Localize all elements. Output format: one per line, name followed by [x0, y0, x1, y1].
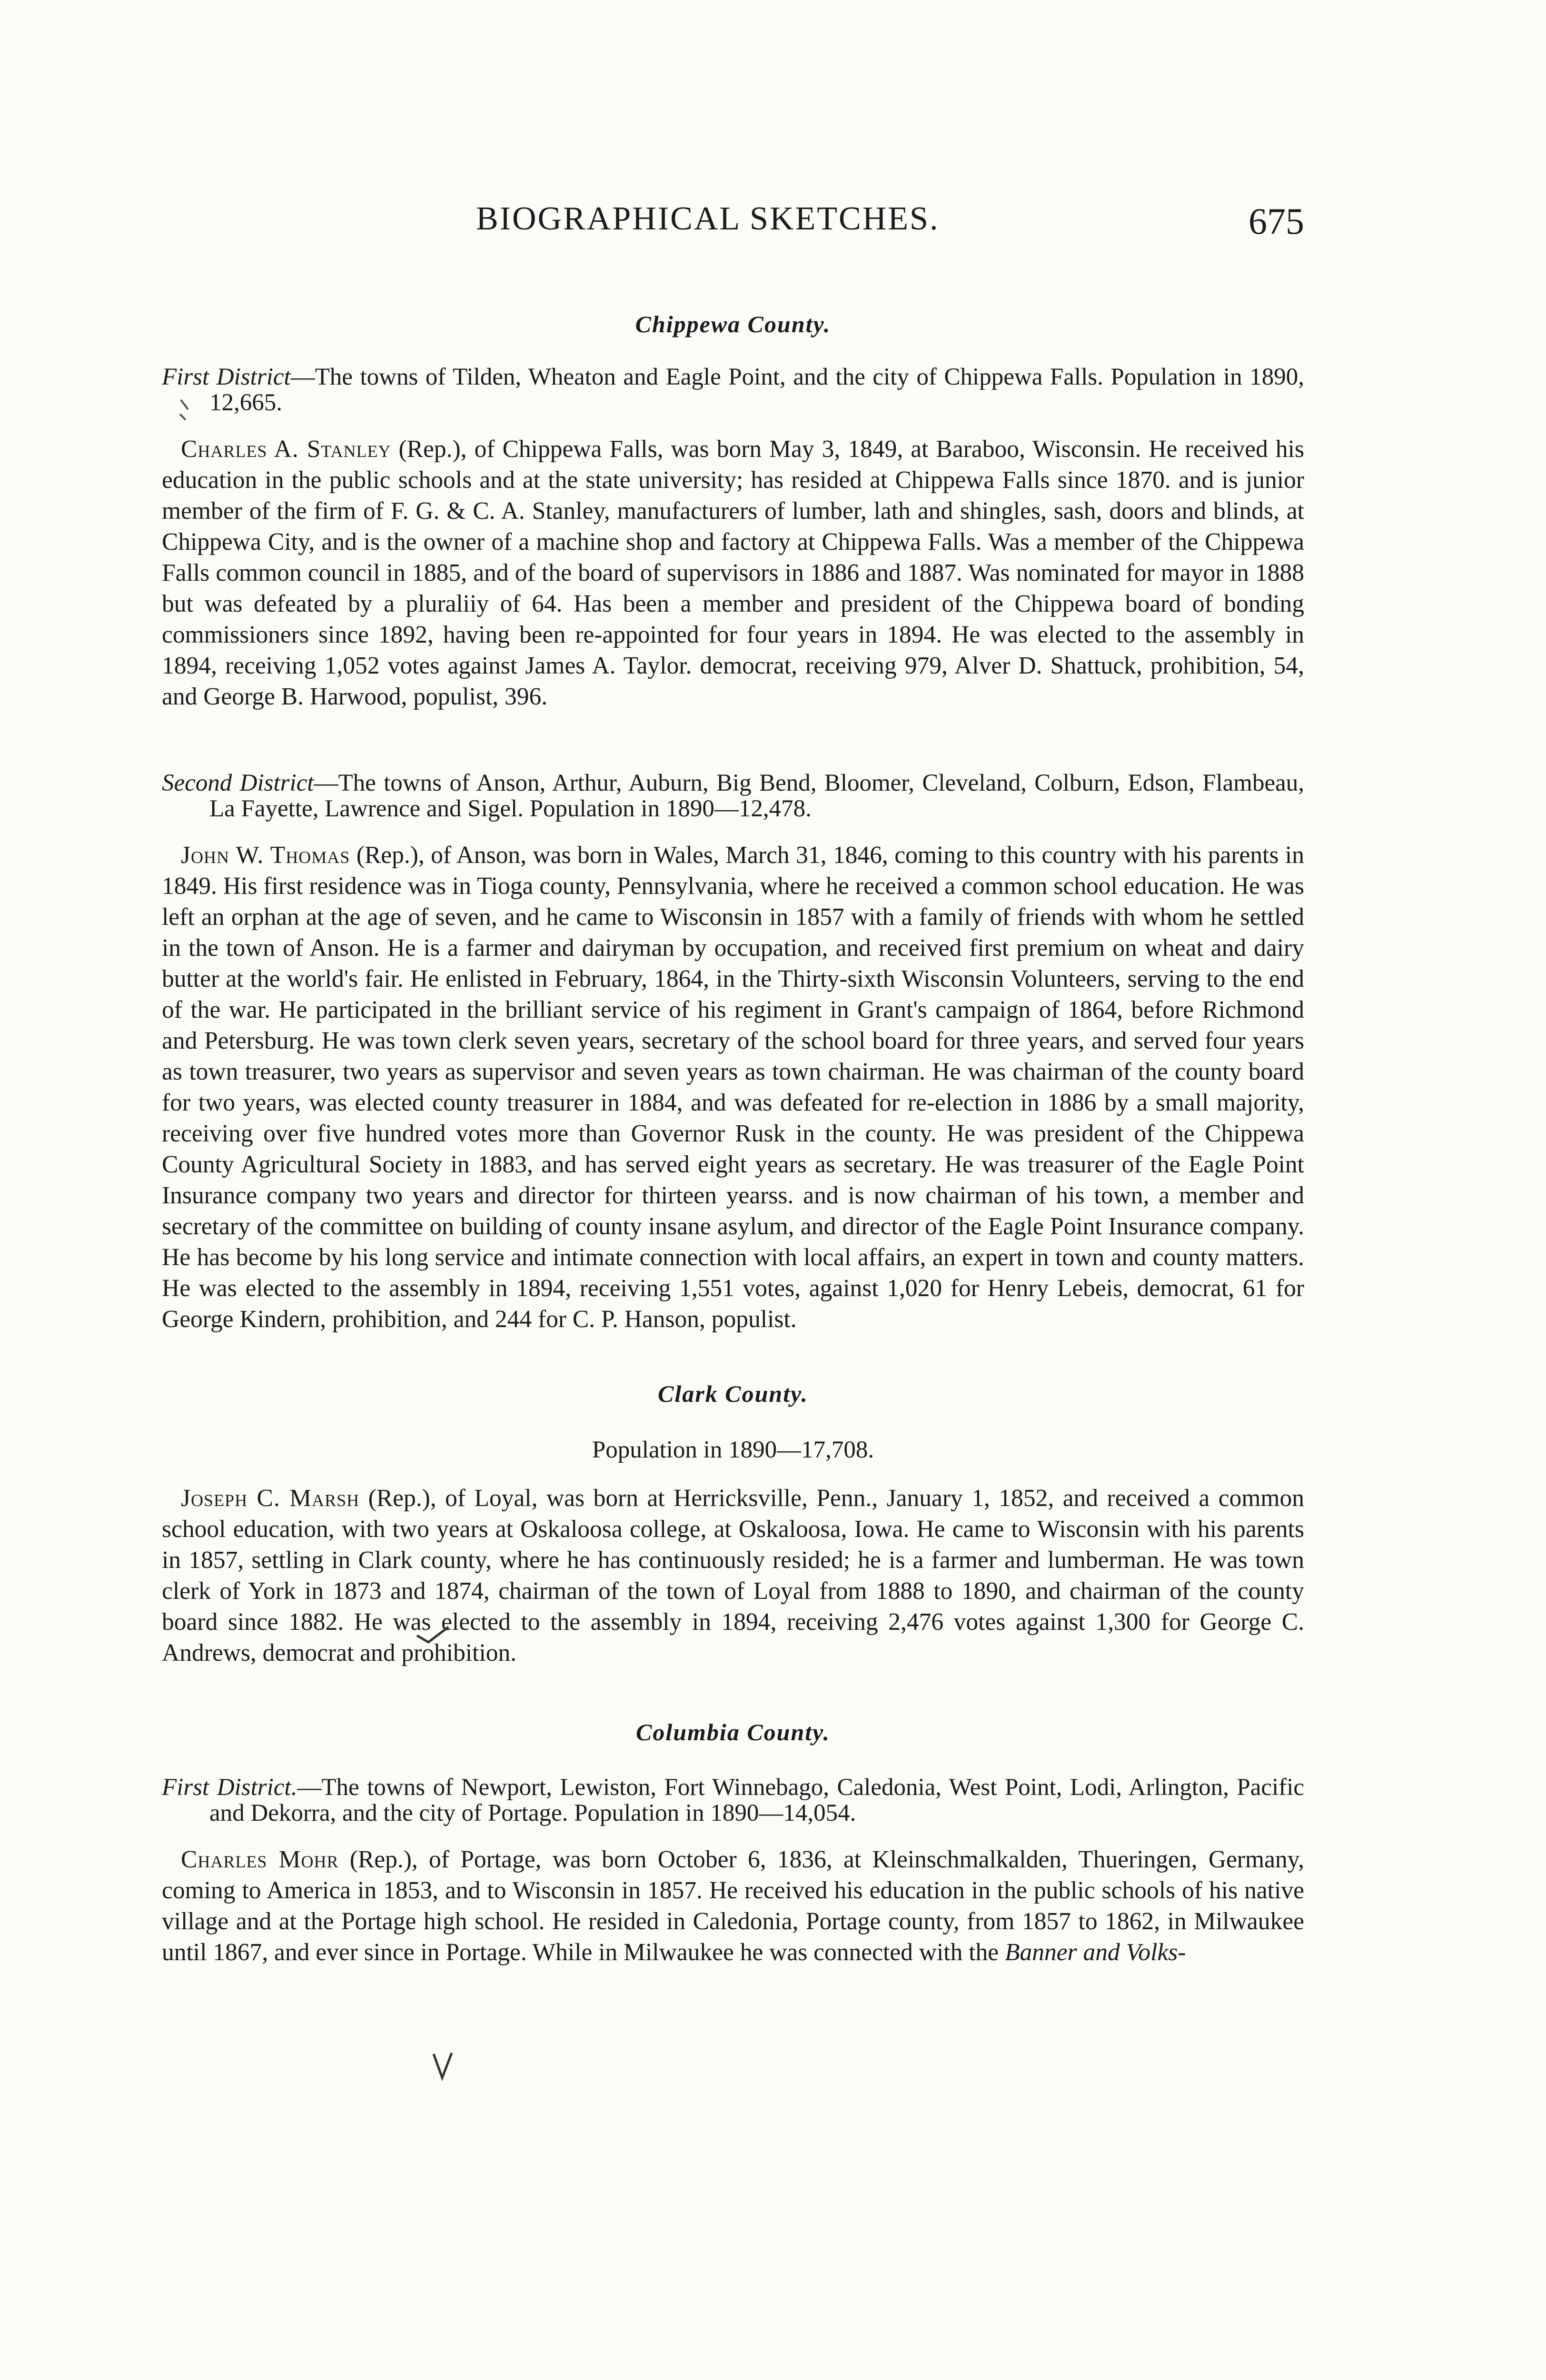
biography-text: (Rep.), of Anson, was born in Wales, March 31, 1846, coming to this country with his parents in 1849. His first residence was in Tioga county, Pennsylvania, where he received a common school education. He was left an orphan at the age of seven, and he came to Wisconsin in 1857 with a family of friends with whom he settled in the town of Anson. He is a farmer and dairyman by occupation, and received first premium on wheat and dairy butter at the world's fair. He enlisted in February, 1864, in the Thirty-sixth Wisconsin Volunteers, serving to the end of the war. He participated in the brilliant service of his regiment in Grant's campaign of 1864, before Richmond and Petersburg. He was town clerk seven years, secretary of the school board for three years, and served four years as town treasurer, two years as supervisor and seven years as town chairman. He was chairman of the county board for two years, was elected county treasurer in 1884, and was defeated for re-election in 1886 by a small majority, receiving over five hundred votes more than Governor Rusk in the county. He was president of the Chippewa County Agricultural Society in 1883, and has served eight years as secretary. He was treasurer of the Eagle Point Insurance company two years and director for thirteen yearss. and is now chairman of his town, a member and secretary of the committee on building of county insane asylum, and director of the Eagle Point Insurance company. He has become by his long service and intimate connection with local affairs, an expert in town and county matters. He was elected to the assembly in 1894, receiving 1,551 votes, against 1,020 for Henry Lebeis, democrat, 61 for George Kindern, prohibition, and 244 for C. P. Hanson, populist.: [162, 842, 1304, 1333]
biography-text: (Rep.), of Loyal, was born at Herricksville, Penn., January 1, 1852, and received a common school education, with two years at Oskaloosa college, at Oskaloosa, Iowa. He came to Wisconsin with his parents in 1857, settling in Clark county, where he has continuously resided; he is a farmer and lumberman. He was town clerk of York in 1873 and 1874, chairman of the town of Loyal from 1888 to 1890, and chairman of the county board since 1882. He was elected to the assembly in 1894, receiving 2,476 votes against 1,300 for George C. Andrews, democrat and prohibition.: [162, 1485, 1304, 1666]
biography-text: (Rep.), of Portage, was born October 6, 1836, at Kleinschmalkalden, Thueringen, Germany, coming to America in 1853, and to Wisconsin in 1857. He received his education in the public schools of his native village and at the Portage high school. He resided in Caledonia, Portage county, from 1857 to 1862, in Milwaukee until 1867, and ever since in Portage. While in Milwaukee he was connected with the: [162, 1846, 1304, 1966]
biography-mohr: [162, 1844, 1304, 1968]
district-label: Second District: [162, 770, 314, 796]
biography-text: (Rep.), of Chippewa Falls, was born May 3, 1849, at Baraboo, Wisconsin. He received his education in the public schools and at the state university; has resided at Chippewa Falls since 1870. and is junior member of the firm of F. G. & C. A. Stanley, manufacturers of lumber, lath and shingles, sash, doors and blinds, at Chippewa City, and is the owner of a machine shop and factory at Chippewa Falls. Was a member of the Chippewa Falls common council in 1885, and of the board of supervisors in 1886 and 1887. Was nominated for mayor in 1888 but was defeated by a pluraliiy of 64. Has been a member and president of the Chippewa board of bonding commissioners since 1892, having been re-appointed for four years in 1894. He was elected to the assembly in 1894, receiving 1,052 votes against James A. Taylor. democrat, receiving 979, Alver D. Shattuck, prohibition, 54, and George B. Harwood, populist, 396.: [162, 436, 1304, 710]
county-heading-chippewa: Chippewa County.: [635, 311, 831, 337]
district-text: —The towns of Anson, Arthur, Auburn, Big Bend, Bloomer, Cleveland, Colburn, Edson, Flambeau, La Fayette, Lawrence and Sigel. Population in 1890—12,478.: [209, 770, 1304, 822]
pencil-check-mark: [414, 1623, 452, 1647]
running-title: BIOGRAPHICAL SKETCHES.: [476, 200, 940, 237]
pencil-check-mark: [431, 2049, 455, 2082]
district-description: [162, 1775, 1304, 1826]
county-heading-columbia: Columbia County.: [635, 1719, 831, 1745]
running-header: [162, 200, 1304, 252]
page-body: [162, 200, 1304, 1968]
biography-marsh: [162, 1483, 1304, 1668]
newspaper-title: Banner and Volks-: [1005, 1939, 1186, 1966]
member-name: John W. Thomas: [181, 842, 350, 869]
member-name: Joseph C. Marsh: [181, 1485, 360, 1512]
population-line: Population in 1890—17,708.: [592, 1437, 874, 1463]
page-number: 675: [1249, 200, 1304, 242]
member-name: Charles Mohr: [181, 1846, 339, 1873]
district-description: [162, 364, 1304, 416]
biography-stanley: [162, 434, 1304, 712]
member-name: Charles A. Stanley: [181, 436, 391, 463]
district-label: First District.: [162, 1774, 297, 1801]
biography-thomas: [162, 840, 1304, 1335]
district-label: First District: [162, 364, 291, 390]
district-text: —The towns of Newport, Lewiston, Fort Winnebago, Caledonia, West Point, Lodi, Arlington, Pacific and Dekorra, and the city of Portage. Population in 1890—14,054.: [209, 1774, 1304, 1826]
district-text: —The towns of Tilden, Wheaton and Eagle Point, and the city of Chippewa Falls. Population in 1890, 12,665.: [209, 364, 1304, 416]
pencil-tick-mark: [176, 395, 195, 424]
district-description: [162, 770, 1304, 822]
county-heading-clark: Clark County.: [658, 1380, 808, 1407]
